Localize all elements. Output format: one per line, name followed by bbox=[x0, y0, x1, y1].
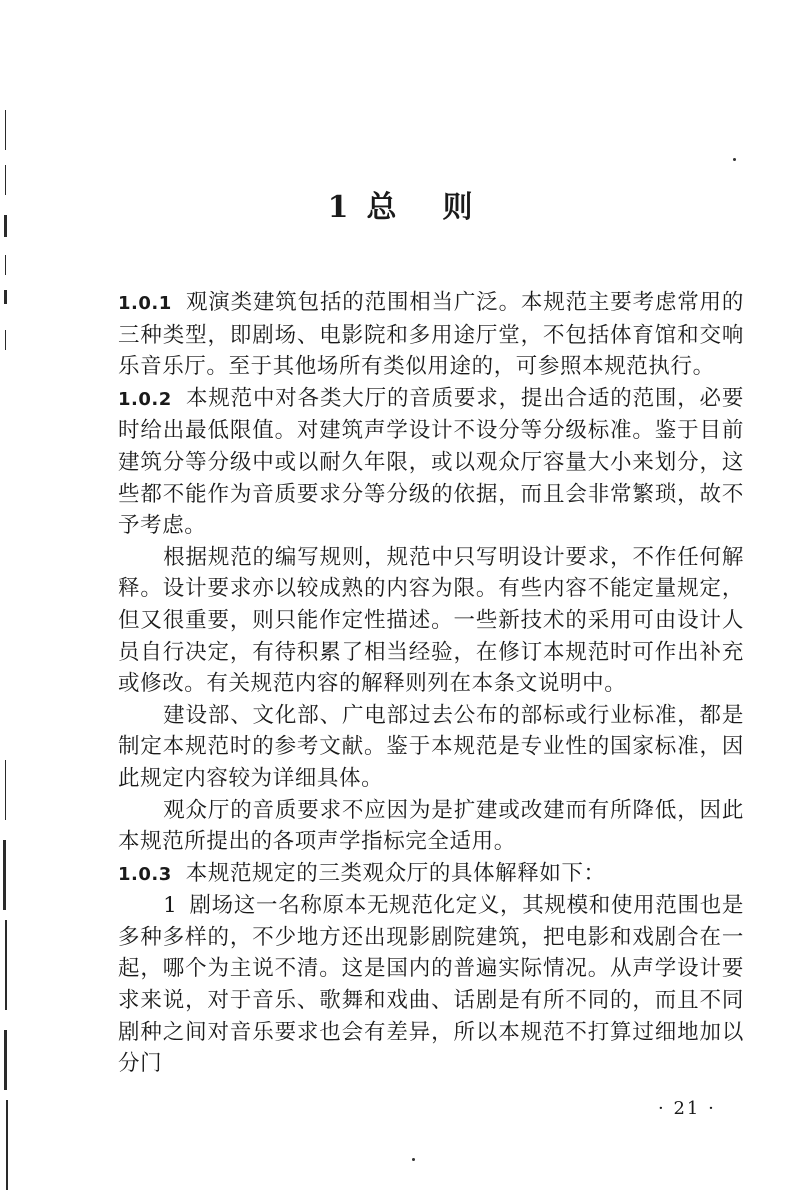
chapter-title-part2: 则 bbox=[442, 190, 473, 225]
clause-paragraph bbox=[118, 287, 744, 383]
page-number: · 21 · bbox=[658, 1098, 716, 1119]
paragraph-text: 观演类建筑包括的范围相当广泛。本规范主要考虑常用的三种类型，即剧场、电影院和多用途厅堂，不包括体育馆和交响乐音乐厅。至于其他场所有类似用途的，可参照本规范执行。 bbox=[118, 290, 744, 380]
paragraph-text: 观众厅的音质要求不应因为是扩建或改建而有所降低，因此本规范所提出的各项声学指标完全适用。 bbox=[118, 797, 744, 855]
paragraph-text: 本规范规定的三类观众厅的具体解释如下： bbox=[185, 860, 606, 886]
clause-number: 1.0.2 bbox=[118, 388, 172, 410]
paragraph-text: 根据规范的编写规则，规范中只写明设计要求，不作任何解释。设计要求亦以较成熟的内容为限。有些内容不能定量规定，但又很重要，则只能作定性描述。一些新技术的采用可由设计人员自行决定，有待积累了相当经验，在修订本规范时可作出补充或修改。有关规范内容的解释则列在本条文说明中。 bbox=[118, 544, 744, 697]
chapter-title bbox=[0, 182, 800, 226]
list-item-paragraph bbox=[118, 890, 744, 1080]
chapter-title-part1: 总 bbox=[366, 190, 397, 225]
item-number: 1 bbox=[163, 893, 178, 919]
paragraph-text: 剧场这一名称原本无规范化定义，其规模和使用范围也是多种多样的，不少地方还出现影剧院建筑，把电影和戏剧合在一起，哪个为主说不清。这是国内的普遍实际情况。从声学设计要求来说，对于音乐、歌舞和戏曲、话剧是有所不同的，而且不同剧种之间对音乐要求也会有差异，所以本规范不打算过细地加以分门 bbox=[118, 893, 744, 1077]
body-text bbox=[118, 287, 744, 1080]
clause-number: 1.0.1 bbox=[118, 293, 172, 314]
clause-paragraph bbox=[118, 858, 744, 891]
body-paragraph bbox=[118, 542, 744, 700]
chapter-number: 1 bbox=[327, 190, 349, 225]
scan-speck bbox=[412, 1158, 415, 1161]
paragraph-text: 本规范中对各类大厅的音质要求，提出合适的范围，必要时给出最低限值。对建筑声学设计不设分等分级标准。鉴于目前建筑分等分级中或以耐久年限，或以观众厅容量大小来划分，这些都不能作为音质要求分等分级的依据，而且会非常繁琐，故不予考虑。 bbox=[118, 385, 744, 539]
paragraph-text: 建设部、文化部、广电部过去公布的部标或行业标准，都是制定本规范时的参考文献。鉴于本规范是专业性的国家标准，因此规定内容较为详细具体。 bbox=[118, 702, 744, 791]
body-paragraph bbox=[118, 700, 744, 795]
body-paragraph bbox=[118, 795, 744, 858]
clause-paragraph bbox=[118, 383, 744, 542]
binding-edge-marks bbox=[0, 0, 14, 1203]
clause-number: 1.0.3 bbox=[118, 863, 172, 885]
scan-speck bbox=[733, 158, 736, 161]
